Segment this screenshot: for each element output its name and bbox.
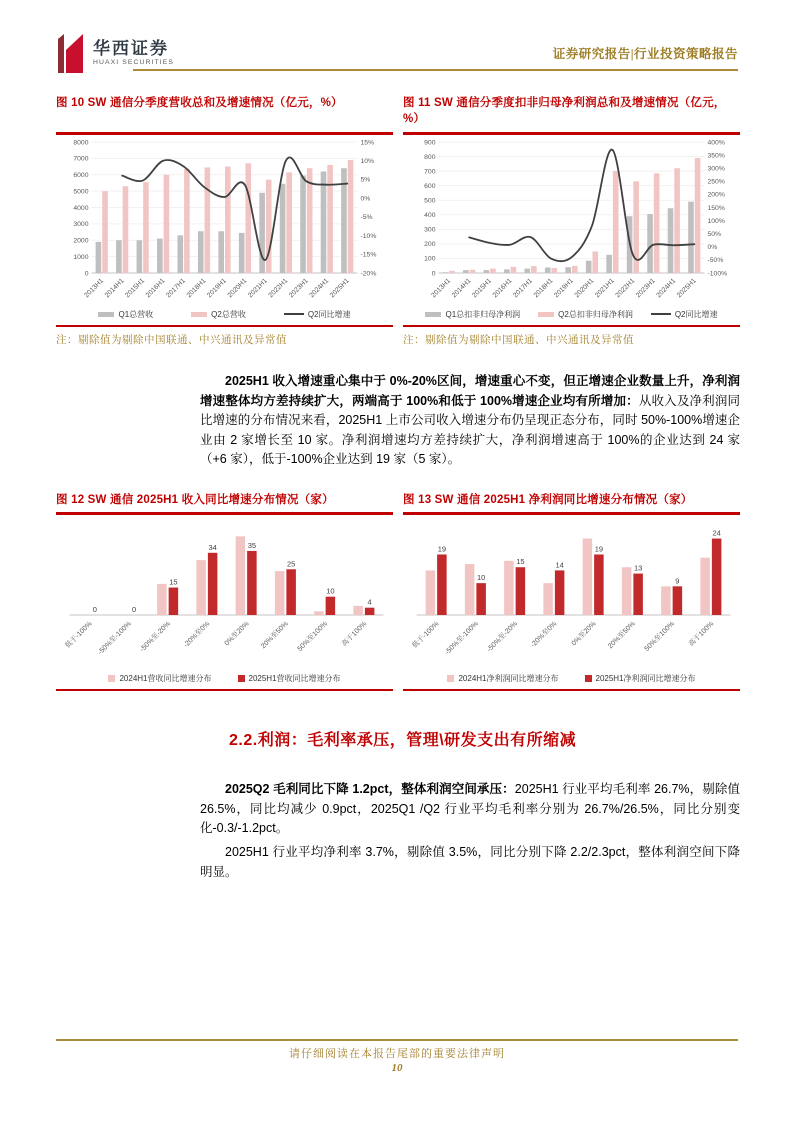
- figure-10-note: 注：剔除值为剔除中国联通、中兴通讯及异常值: [56, 334, 287, 346]
- svg-text:0%: 0%: [707, 243, 718, 251]
- paragraph-1-rest: 从收入及净利润同比增速的分布情况来看，2025H1 上市公司收入增速分布仍呈现正态分布，同时 50%-100%增速企业由 2 家增长至 10 家。净利润增速均方差持续扩大，净利润增速高于 100%的企业达到 24 家（+6 家），低于-100%企业达到 19 家（5 家）。: [200, 393, 740, 466]
- svg-text:2018H1: 2018H1: [185, 277, 208, 299]
- svg-text:-50%至-100%: -50%至-100%: [444, 620, 480, 656]
- svg-text:2019H1: 2019H1: [206, 277, 228, 299]
- svg-text:34: 34: [208, 542, 217, 552]
- svg-text:2025H1: 2025H1: [328, 277, 351, 299]
- svg-text:5000: 5000: [73, 188, 89, 196]
- svg-text:700: 700: [424, 168, 436, 176]
- figure-13-caption: 图 13 SW 通信 2025H1 净利润同比增速分布情况（家）: [403, 494, 693, 506]
- svg-text:900: 900: [424, 138, 436, 146]
- svg-text:-5%: -5%: [360, 213, 373, 221]
- svg-text:0: 0: [431, 269, 436, 277]
- svg-text:9: 9: [675, 575, 680, 585]
- figure-12: [56, 492, 393, 691]
- svg-text:200: 200: [424, 240, 436, 248]
- svg-text:300%: 300%: [707, 165, 725, 173]
- legend-q1-revenue: Q1总营收: [98, 309, 153, 320]
- svg-text:19: 19: [594, 544, 604, 554]
- svg-text:0%: 0%: [360, 195, 371, 203]
- legend-swatch-line: [284, 313, 304, 315]
- legend-q2-growth: Q2同比增速: [284, 309, 351, 320]
- svg-text:2017H1: 2017H1: [512, 277, 534, 299]
- svg-text:3000: 3000: [73, 220, 89, 228]
- svg-text:2015H1: 2015H1: [471, 277, 494, 299]
- figure-11: [403, 95, 740, 347]
- figure-12-chart: [56, 515, 393, 667]
- footer-legal-notice: 请仔细阅读在本报告尾部的重要法律声明: [289, 1048, 505, 1060]
- svg-text:20%至50%: 20%至50%: [260, 620, 290, 650]
- legend-swatch-line: [651, 313, 671, 315]
- svg-text:13: 13: [633, 563, 643, 573]
- svg-text:600: 600: [424, 182, 436, 190]
- paragraph-net-margin: 2025H1 行业平均净利率 3.7%，剔除值 3.5%，同比分别下降 2.2/2.3pct，整体利润空间下降明显。: [200, 845, 740, 879]
- figure-11-legend: [403, 306, 740, 325]
- svg-text:2021H1: 2021H1: [247, 277, 269, 299]
- svg-text:低于-100%: 低于-100%: [64, 620, 94, 650]
- svg-text:2014H1: 2014H1: [450, 277, 473, 299]
- figure-12-bottom-rule: [56, 689, 393, 691]
- svg-text:2024H1: 2024H1: [655, 277, 678, 299]
- svg-text:350%: 350%: [707, 151, 725, 159]
- legend-2024-revenue-dist: 2024H1营收同比增速分布: [108, 673, 211, 684]
- figure-13-chart: [403, 515, 740, 667]
- svg-text:15%: 15%: [360, 138, 375, 146]
- svg-text:35: 35: [247, 540, 257, 550]
- figure-10-caption: 图 10 SW 通信分季度营收总和及增速情况（亿元，%）: [56, 97, 343, 109]
- svg-text:50%至100%: 50%至100%: [296, 620, 330, 653]
- page-number: 10: [391, 1062, 403, 1074]
- svg-text:2013H1: 2013H1: [83, 277, 106, 299]
- svg-text:150%: 150%: [707, 204, 725, 212]
- svg-text:50%至100%: 50%至100%: [643, 620, 677, 653]
- svg-text:2013H1: 2013H1: [430, 277, 453, 299]
- paragraph-1-lead: 2025H1 收入增速重心集中于 0%-20%区间，增速重心不变，但正增速企业数量上升，净利润增速整体均方差持续扩大，两端高于 100%和低于 100%增速企业均有所增加：: [200, 374, 740, 408]
- header-divider: [133, 69, 738, 71]
- svg-text:0: 0: [92, 604, 97, 614]
- svg-text:10%: 10%: [360, 157, 375, 165]
- legend-swatch-pink: [447, 675, 454, 682]
- svg-text:24: 24: [712, 528, 721, 538]
- svg-text:-10%: -10%: [360, 232, 377, 240]
- legend-2024-profit-dist: 2024H1净利润同比增速分布: [447, 673, 558, 684]
- figure-13-bottom-rule: [403, 689, 740, 691]
- svg-text:5%: 5%: [360, 176, 371, 184]
- legend-q2-revenue: Q2总营收: [191, 309, 246, 320]
- legend-2025-revenue-dist: 2025H1营收同比增速分布: [238, 673, 341, 684]
- svg-text:100%: 100%: [707, 217, 725, 225]
- svg-text:-20%至0%: -20%至0%: [529, 620, 559, 649]
- section-heading-2-2: 2.2.利润：毛利率承压，管理\研发支出有所缩减: [229, 732, 577, 749]
- figure-10: [56, 95, 393, 347]
- svg-text:14: 14: [555, 560, 564, 570]
- figure-11-note: 注：剔除值为剔除中国联通、中兴通讯及异常值: [403, 334, 634, 346]
- legend-q2-growth: Q2同比增速: [651, 309, 718, 320]
- figures-row-1: [56, 95, 740, 347]
- legend-swatch-red: [238, 675, 245, 682]
- svg-text:-20%至0%: -20%至0%: [182, 620, 212, 649]
- svg-text:2016H1: 2016H1: [144, 277, 167, 299]
- svg-text:2017H1: 2017H1: [165, 277, 187, 299]
- legend-swatch-pink: [191, 312, 207, 317]
- svg-text:6000: 6000: [73, 171, 89, 179]
- svg-text:2024H1: 2024H1: [308, 277, 331, 299]
- legend-2025-profit-dist: 2025H1净利润同比增速分布: [585, 673, 696, 684]
- svg-text:2015H1: 2015H1: [124, 277, 147, 299]
- svg-text:-50%至-100%: -50%至-100%: [97, 620, 133, 656]
- svg-text:0%至20%: 0%至20%: [570, 620, 598, 648]
- svg-text:2020H1: 2020H1: [573, 277, 596, 299]
- svg-text:2014H1: 2014H1: [103, 277, 126, 299]
- legend-swatch-gray: [425, 312, 441, 317]
- svg-text:25: 25: [286, 558, 296, 568]
- svg-text:500: 500: [424, 197, 436, 205]
- figure-10-legend: [56, 306, 393, 325]
- logo-text-en: HUAXI SECURITIES: [93, 58, 175, 66]
- svg-text:10: 10: [476, 572, 486, 582]
- svg-text:1000: 1000: [73, 253, 89, 261]
- svg-text:2000: 2000: [73, 237, 89, 245]
- svg-text:8000: 8000: [73, 138, 89, 146]
- paragraph-2-lead: 2025Q2 毛利同比下降 1.2pct，整体利润空间承压：: [225, 782, 515, 796]
- legend-q1-profit: Q1总扣非归母净利润: [425, 309, 520, 320]
- figure-12-caption: 图 12 SW 通信 2025H1 收入同比增速分布情况（家）: [56, 494, 334, 506]
- svg-text:-15%: -15%: [360, 251, 377, 259]
- legend-q2-profit: Q2总扣非归母净利润: [538, 309, 633, 320]
- svg-text:100: 100: [424, 255, 436, 263]
- svg-text:400: 400: [424, 211, 436, 219]
- paragraph-gross-margin: [200, 780, 740, 839]
- report-type-label: 证券研究报告|行业投资策略报告: [552, 47, 738, 61]
- svg-text:0%至20%: 0%至20%: [223, 620, 251, 648]
- svg-text:2019H1: 2019H1: [553, 277, 575, 299]
- svg-text:高于100%: 高于100%: [687, 620, 716, 648]
- svg-text:-50%: -50%: [707, 256, 724, 264]
- figure-10-chart: [56, 135, 393, 306]
- svg-text:20%至50%: 20%至50%: [607, 620, 637, 650]
- svg-text:2023H1: 2023H1: [634, 277, 657, 299]
- svg-text:300: 300: [424, 226, 436, 234]
- legend-swatch-gray: [98, 312, 114, 317]
- svg-text:2023H1: 2023H1: [287, 277, 310, 299]
- figure-11-caption: 图 11 SW 通信分季度扣非归母净利润总和及增速情况（亿元，%）: [403, 97, 726, 126]
- svg-text:-50%至-20%: -50%至-20%: [486, 620, 520, 654]
- svg-text:50%: 50%: [707, 230, 722, 238]
- huaxi-logo-icon: [56, 33, 86, 73]
- company-logo: [56, 33, 174, 73]
- figure-12-legend: [56, 667, 393, 689]
- svg-text:低于-100%: 低于-100%: [411, 620, 441, 650]
- svg-text:800: 800: [424, 153, 436, 161]
- svg-text:15: 15: [516, 556, 525, 566]
- svg-text:-20%: -20%: [360, 269, 377, 277]
- svg-text:2022H1: 2022H1: [614, 277, 637, 299]
- paragraph-2-rest: 2025H1 行业平均毛利率 26.7%，剔除值 26.5%，同比均减少 0.9pct，2025Q1 /Q2 行业平均毛利率分别为 26.7%/26.5%，同比分别变化-0.3/-1.2pct。: [200, 782, 740, 835]
- paragraph-growth-distribution: [200, 372, 740, 470]
- footer-divider: [56, 1039, 738, 1041]
- svg-text:2025H1: 2025H1: [675, 277, 698, 299]
- svg-text:19: 19: [437, 544, 447, 554]
- legend-swatch-pink: [538, 312, 554, 317]
- svg-text:2021H1: 2021H1: [594, 277, 616, 299]
- figure-13: [403, 492, 740, 691]
- legend-swatch-pink: [108, 675, 115, 682]
- svg-text:-50%至-20%: -50%至-20%: [139, 620, 173, 654]
- svg-text:15: 15: [169, 577, 178, 587]
- svg-text:2018H1: 2018H1: [532, 277, 555, 299]
- svg-text:-100%: -100%: [707, 269, 728, 277]
- svg-text:10: 10: [326, 586, 335, 596]
- svg-text:2020H1: 2020H1: [226, 277, 249, 299]
- figure-13-legend: [403, 667, 740, 689]
- svg-text:高于100%: 高于100%: [340, 620, 369, 648]
- svg-text:0: 0: [132, 604, 137, 614]
- svg-text:2016H1: 2016H1: [491, 277, 514, 299]
- svg-text:400%: 400%: [707, 138, 725, 146]
- svg-text:250%: 250%: [707, 178, 725, 186]
- svg-text:7000: 7000: [73, 155, 89, 163]
- svg-text:200%: 200%: [707, 191, 725, 199]
- legend-swatch-red: [585, 675, 592, 682]
- svg-text:2022H1: 2022H1: [267, 277, 290, 299]
- logo-text-cn: 华西证券: [93, 39, 169, 59]
- svg-text:0: 0: [84, 269, 89, 277]
- figure-11-chart: [403, 135, 740, 306]
- svg-text:4: 4: [367, 597, 372, 607]
- svg-text:4000: 4000: [73, 204, 89, 212]
- figures-row-2: [56, 492, 740, 691]
